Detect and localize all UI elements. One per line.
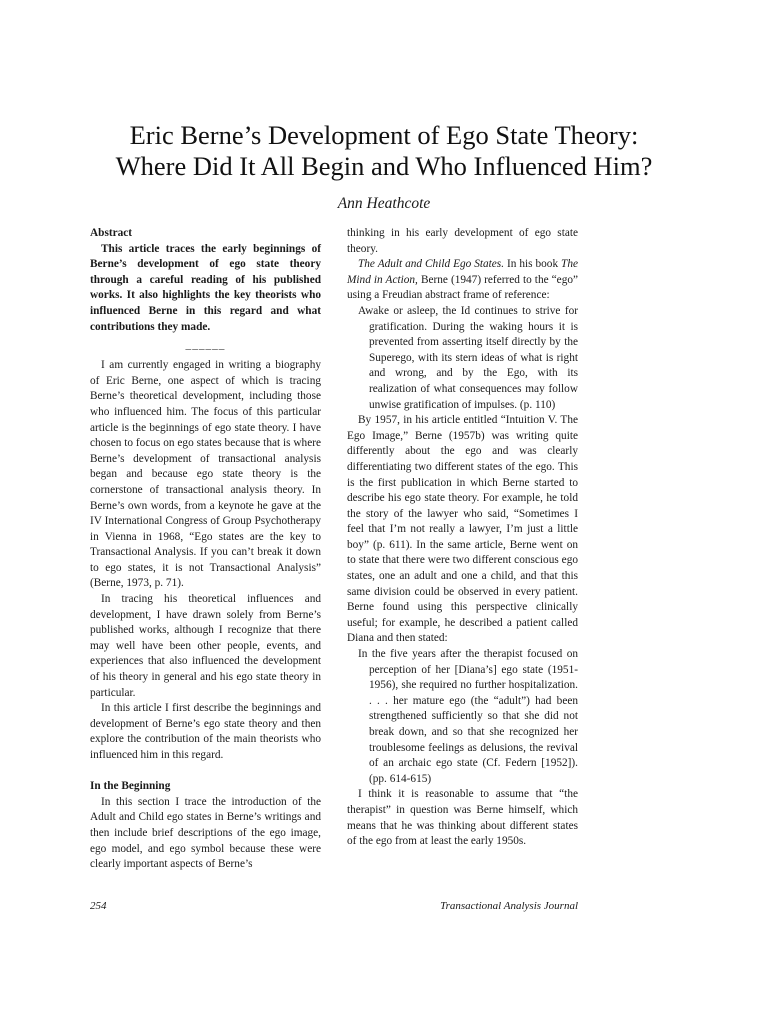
abstract-text: This article traces the early beginnings of Berne’s development of ego state theory through a careful reading of his published works. It also highlights the key theorists who influenced Berne in this regard and what contributions they made.: [90, 242, 321, 333]
abstract-heading: Abstract: [90, 227, 133, 239]
book-title: The Mind in Action,: [347, 258, 578, 286]
quote-1-text: Awake or asleep, the Id continues to strive for gratification. During the waking hours it is prevented from asserting itself directly by the Superego, with its stern ideas of what is right and wrong, and by the Ego, with its realization of what consequences may follow unwise gratification of impulses. (p. 110): [358, 304, 578, 411]
title-line-1: Eric Berne’s Development of Ego State Theory:: [129, 120, 639, 150]
body-paragraph-2: In tracing his theoretical influences and development, I have drawn solely from Berne’s published works, although I recognize that there may well have been other people, events, and experiences that also influenced the development of his theory in general and his ego state theory in particular.: [90, 593, 321, 699]
left-column: [90, 226, 321, 873]
body-paragraph-1: I am currently engaged in writing a biography of Eric Berne, one aspect of which is tracing Berne’s theoretical development, including those who influenced him. The focus of this particular article is the beginnings of ego state theory. I have chosen to focus on ego states because that is where Berne’s development of transactional analysis began and because ego state theory is the cornerstone of transactional analysis theory. In Berne’s own words, from a keynote he gave at the IV International Congress of Group Psychotherapy in Vienna in 1968, “Ego states are the key to Transactional Analysis. If you can’t break it down to ego states, it is not Transactional Analysis” (Berne, 1973, p. 71).: [90, 359, 321, 590]
page-number: 254: [90, 900, 107, 912]
quote-2-text: In the five years after the therapist focused on perception of her [Diana’s] ego state (1951-1956), she required no further hospitalization. . . . her mature ego (the “adult”) had been strengthened sufficiently so that she did not break down, and so that she recognized her troublesome feelings as delusions, the revival of an archaic ego state (Cf. Federn [1952]). (pp. 614-615): [358, 648, 578, 785]
adult-child-paragraph: [347, 257, 578, 304]
intuition-paragraph: By 1957, in his article entitled “Intuition V. The Ego Image,” Berne (1957b) was writing quite differently about the ego and was clearly differentiating two different states of the ego. This is the first publication in which Berne started to describe his ego state theory. For example, he told the story of the lawyer who said, “Sometimes I feel that I’m not really a lawyer, I’m just a little boy” (p. 611). In the same article, Berne went on to state that there were two different conscious ego states, one an adult and one a child, and that this same division could be observed in every patient. Berne found using this perspective clinically useful; for example, he described a patient called Diana and then stated:: [347, 414, 578, 645]
conclusion-paragraph: I think it is reasonable to assume that “the therapist” in question was Berne himself, which means that he was thinking about different states of the ego from at least the early 1950s.: [347, 788, 578, 848]
article-title: [0, 120, 768, 182]
continued-text: thinking in his early development of ego state theory.: [347, 227, 578, 255]
section-gap: [90, 764, 321, 780]
subsection-heading: The Adult and Child Ego States.: [358, 258, 505, 271]
section-paragraph: In this section I trace the introduction of the Adult and Child ego states in Berne’s writings and then include brief descriptions of the ego image, ego model, and ego symbol because these were clearly important aspects of Berne’s: [90, 795, 321, 871]
para-text-b: Berne (1947) referred to the “ego” using a Freudian abstract frame of reference:: [347, 273, 579, 302]
block-quote-2: [358, 647, 578, 787]
body-paragraph-3: In this article I first describe the beginnings and development of Berne’s ego state theory and then explore the contribution of the main theorists who influenced him in this regard.: [90, 702, 321, 761]
abstract-separator: ______: [185, 339, 226, 352]
right-column: [347, 226, 578, 850]
title-line-2: Where Did It All Begin and Who Influenced Him?: [115, 151, 653, 181]
para-text-a: In his book: [504, 258, 562, 271]
block-quote-1: [358, 304, 578, 413]
journal-name: Transactional Analysis Journal: [440, 900, 578, 912]
author-name: Ann Heathcote: [337, 195, 431, 212]
section-heading: In the Beginning: [90, 780, 171, 793]
